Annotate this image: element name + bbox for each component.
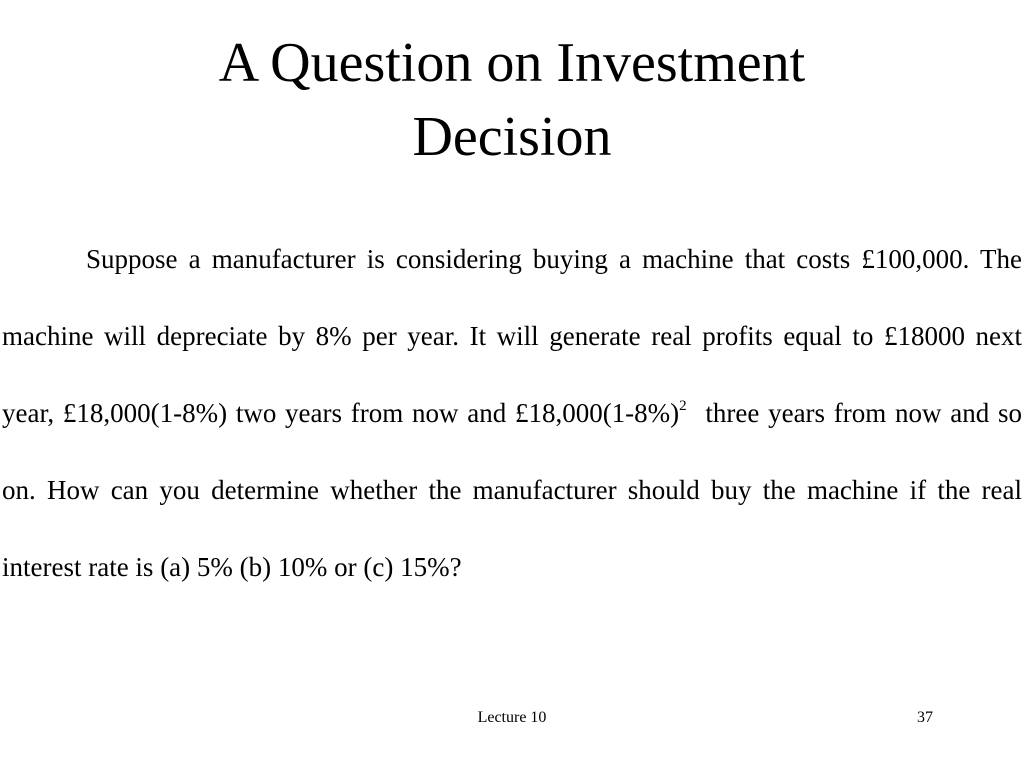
question-text-part-2: three years from now and so on. How can you determine whether the manufacturer should buy the machine if the real interest rate is (a) 5% (b) 10% or (c) 15%? bbox=[2, 398, 1022, 582]
question-text-part-1: Suppose a manufacturer is considering buying a machine that costs £100,000. The machine will depreciate by 8% per year. It will generate real profits equal to £18000 next year, £18,000(1-8%) two years from now and £18,000(1-8%) bbox=[2, 244, 1022, 428]
slide-title-line-1: A Question on Investment bbox=[218, 32, 806, 94]
exponent-superscript: 2 bbox=[679, 398, 687, 414]
footer-page-number: 37 bbox=[917, 709, 933, 726]
footer-lecture-label: Lecture 10 bbox=[477, 709, 547, 726]
slide-title bbox=[0, 26, 1024, 174]
question-paragraph bbox=[2, 221, 1022, 606]
slide-title-line-2: Decision bbox=[412, 106, 612, 168]
